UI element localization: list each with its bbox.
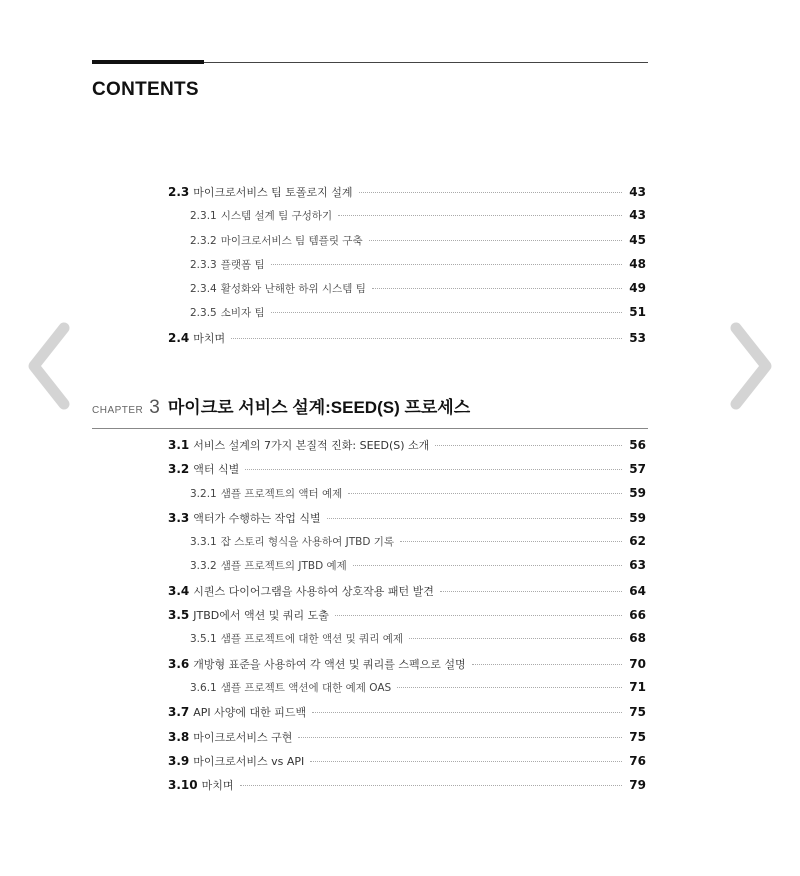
toc-entry-title: 샘플 프로젝트 액션에 대한 예제 OAS [220, 681, 392, 694]
toc-leader-dots [440, 591, 622, 592]
toc-entry-number: 3.5.1 [190, 633, 217, 646]
toc-leader-dots [240, 785, 623, 786]
toc-entry-page: 49 [629, 281, 646, 296]
toc-entry-page: 51 [629, 305, 646, 320]
toc-entry-number: 2.3.3 [190, 258, 217, 271]
page-title: CONTENTS [92, 79, 199, 100]
toc-entry[interactable] [168, 729, 646, 753]
chevron-right-icon [726, 320, 776, 412]
toc-entry[interactable] [168, 208, 646, 232]
header-rule-accent [92, 60, 204, 64]
toc-entry-number: 3.2.1 [190, 487, 217, 500]
toc-entry[interactable] [168, 486, 646, 510]
chapter-number: 3 [149, 397, 160, 418]
toc-entry-number: 2.3.1 [190, 210, 217, 223]
toc-entry-title: 개방형 표준을 사용하여 각 액션 및 쿼리를 스펙으로 설명 [193, 657, 466, 671]
toc-entry[interactable] [168, 583, 646, 607]
toc-leader-dots [231, 338, 622, 339]
toc-entry-number: 3.3.2 [190, 560, 217, 573]
toc-entry-page: 56 [629, 438, 646, 452]
toc-entry[interactable] [168, 330, 646, 354]
toc-entry-page: 45 [629, 232, 646, 247]
toc-entry-title: 마이크로서비스 팀 템플릿 구축 [220, 234, 363, 247]
toc-entry[interactable] [168, 461, 646, 485]
toc-entry-title: 잡 스토리 형식을 사용하여 JTBD 기록 [220, 536, 395, 549]
toc-entry-page: 63 [629, 558, 646, 573]
toc-entry-number: 3.10 [168, 778, 198, 793]
toc-leader-dots [348, 493, 622, 494]
toc-entry[interactable] [168, 257, 646, 281]
toc-leader-dots [472, 664, 622, 665]
toc-entry-title: 액터가 수행하는 작업 식별 [193, 511, 321, 525]
toc-entry[interactable] [168, 437, 646, 461]
toc-entry-number: 3.9 [168, 753, 190, 768]
toc-entry[interactable] [168, 305, 646, 329]
chapter-heading [92, 393, 470, 419]
toc-entry[interactable] [168, 534, 646, 558]
toc-entry[interactable] [168, 680, 646, 704]
toc-entry[interactable] [168, 704, 646, 728]
toc-leader-dots [298, 737, 622, 738]
toc-entry-number: 2.3.2 [190, 234, 217, 247]
toc-entry-page: 75 [629, 705, 646, 720]
toc-entry-number: 3.6 [168, 656, 190, 671]
toc-entry-page: 43 [629, 208, 646, 223]
toc-entry-title: 마이크로서비스 팀 토폴로지 설계 [193, 186, 353, 199]
toc-entry-number: 3.8 [168, 729, 190, 744]
toc-leader-dots [409, 638, 622, 639]
toc-entry-title: 시퀀스 다이어그램을 사용하여 상호작용 패턴 발견 [193, 584, 434, 598]
toc-entry[interactable] [168, 656, 646, 680]
toc-section-chapter-3 [168, 437, 646, 801]
toc-leader-dots [369, 240, 622, 241]
toc-entry-number: 3.5 [168, 608, 190, 623]
toc-section-chapter-2 [168, 184, 646, 354]
toc-entry-page: 68 [629, 631, 646, 646]
toc-entry-title: 활성화와 난해한 하위 시스템 팀 [220, 283, 366, 296]
toc-entry[interactable] [168, 184, 646, 208]
toc-entry-page: 66 [629, 608, 646, 623]
toc-entry-page: 57 [629, 462, 646, 477]
toc-leader-dots [271, 264, 622, 265]
toc-leader-dots [312, 712, 622, 713]
toc-entry-page: 64 [629, 583, 646, 598]
toc-entry-page: 48 [629, 256, 646, 271]
chapter-rule [92, 428, 648, 429]
toc-entry[interactable] [168, 281, 646, 305]
toc-entry-number: 3.1 [168, 438, 190, 452]
toc-entry-number: 3.6.1 [190, 681, 217, 694]
toc-entry[interactable] [168, 510, 646, 534]
toc-entry-page: 59 [629, 485, 646, 500]
toc-entry-number: 2.4 [168, 330, 190, 345]
toc-entry-title: 소비자 팀 [220, 307, 265, 320]
toc-entry-number: 3.2 [168, 462, 190, 477]
toc-entry[interactable] [168, 753, 646, 777]
toc-entry[interactable] [168, 777, 646, 801]
toc-entry-title: 액터 식별 [193, 463, 240, 477]
toc-entry[interactable] [168, 558, 646, 582]
toc-entry-title: 시스템 설계 팀 구성하기 [220, 210, 333, 223]
toc-entry-number: 3.3 [168, 510, 190, 525]
toc-entry-page: 59 [629, 510, 646, 525]
toc-entry-title: 마치며 [193, 331, 226, 345]
toc-entry[interactable] [168, 233, 646, 257]
toc-entry-page: 70 [629, 656, 646, 671]
toc-entry-page: 43 [629, 185, 646, 199]
toc-entry-title: JTBD에서 액션 및 쿼리 도출 [193, 609, 329, 623]
toc-entry-page: 53 [629, 330, 646, 345]
toc-entry-page: 76 [629, 753, 646, 768]
toc-entry-title: 마이크로서비스 구현 [193, 730, 293, 744]
toc-leader-dots [353, 565, 622, 566]
chapter-label: CHAPTER [92, 405, 144, 416]
toc-entry-number: 3.3.1 [190, 536, 217, 549]
toc-entry-title: 서비스 설계의 7가지 본질적 진화: SEED(S) 소개 [193, 439, 430, 452]
toc-entry-number: 2.3.5 [190, 307, 217, 320]
previous-page-button[interactable] [24, 320, 74, 412]
toc-leader-dots [338, 215, 622, 216]
chapter-title: 마이크로 서비스 설계:SEED(S) 프로세스 [167, 398, 471, 417]
toc-entry-title: 샘플 프로젝트의 액터 예제 [220, 487, 343, 500]
toc-entry[interactable] [168, 631, 646, 655]
toc-leader-dots [335, 615, 622, 616]
toc-leader-dots [327, 518, 622, 519]
toc-entry-number: 2.3 [168, 185, 190, 199]
toc-entry-page: 71 [629, 679, 646, 694]
toc-entry-title: 플랫폼 팀 [220, 258, 265, 271]
next-page-button[interactable] [726, 320, 776, 412]
toc-entry-title: 샘플 프로젝트의 JTBD 예제 [220, 560, 347, 573]
toc-entry-number: 2.3.4 [190, 283, 217, 296]
toc-entry-page: 79 [629, 778, 646, 793]
toc-leader-dots [400, 541, 622, 542]
chevron-left-icon [24, 320, 74, 412]
toc-leader-dots [310, 761, 622, 762]
toc-leader-dots [435, 445, 622, 446]
toc-entry-title: 마치며 [201, 779, 234, 793]
toc-entry-number: 3.4 [168, 583, 190, 598]
toc-entry-title: 샘플 프로젝트에 대한 액션 및 쿼리 예제 [220, 633, 404, 646]
toc-leader-dots [397, 687, 622, 688]
toc-entry-page: 62 [629, 534, 646, 549]
toc-leader-dots [359, 192, 622, 193]
toc-leader-dots [372, 288, 622, 289]
toc-entry-number: 3.7 [168, 705, 190, 720]
toc-entry[interactable] [168, 607, 646, 631]
toc-entry-page: 75 [629, 729, 646, 744]
toc-leader-dots [245, 469, 622, 470]
toc-leader-dots [271, 312, 622, 313]
toc-entry-title: API 사양에 대한 피드백 [193, 706, 307, 720]
toc-entry-title: 마이크로서비스 vs API [193, 754, 305, 768]
